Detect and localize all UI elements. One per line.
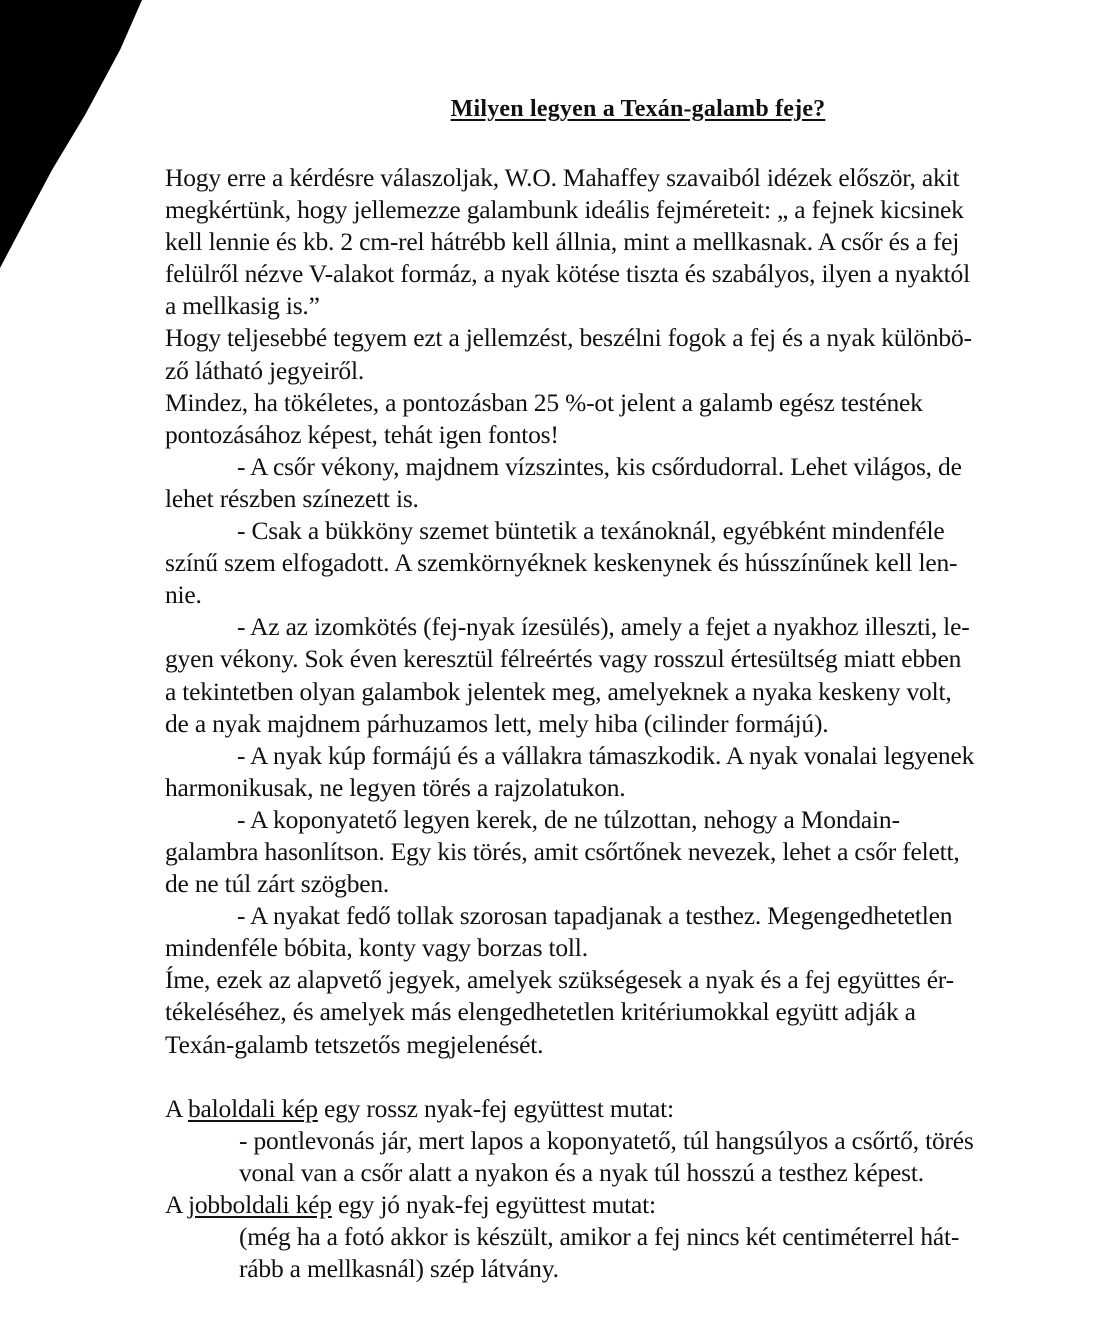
text-line: felülről nézve V-alakot formáz, a nyak kötése tiszta és szabályos, ilyen a nyaktól [165,259,970,289]
text-line: Mindez, ha tökéletes, a pontozásban 25 %-ot jelent a galamb egész testének [165,387,923,417]
text-line: vonal van a csőr alatt a nyakon és a nyak túl hosszú a testhez képest. [239,1157,924,1187]
bullet-paragraph-skull [165,804,1105,900]
text-line: kell lennie és kb. 2 cm-rel hátrébb kell állnia, mint a mellkasnak. A csőr és a fej [165,227,960,257]
text-line: - A csőr vékony, majdnem vízszintes, kis csőrdudorral. Lehet világos, de [237,451,962,481]
caption-heading [165,1189,1105,1221]
summary-paragraph [165,964,1105,1060]
text-line: galambra hasonlítson. Egy kis törés, amit csőrtőnek nevezek, lehet a csőr felett, [165,836,960,866]
text-line: Íme, ezek az alapvető jegyek, amelyek szükségesek a nyak és a fej együttes ér- [165,965,954,995]
bullet-paragraph-neck [165,740,1105,804]
caption-suffix: egy rossz nyak-fej együttest mutat: [317,1093,674,1123]
text-line: (még ha a fotó akkor is készült, amikor a fej nincs két centiméterrel hát- [239,1222,960,1251]
caption-heading [165,1093,1105,1125]
text-line: - A koponyatető legyen kerek, de ne túlzottan, nehogy a Mondain- [237,804,900,834]
text-line: a mellkasig is.” [165,291,320,321]
text-line: lehet részben színezett is. [165,483,419,513]
caption-prefix: A [165,1093,188,1123]
text-line: színű szem elfogadott. A szemkörnyéknek keskenynek és hússzínűnek kell len- [165,548,958,578]
text-line: de a nyak majdnem párhuzamos lett, mely hiba (cilinder formájú). [165,708,829,738]
text-line: pontozásához képest, tehát igen fontos! [165,419,559,449]
text-line: de ne túl zárt szögben. [165,869,390,899]
paragraph [165,387,1105,451]
bullet-paragraph-beak [165,451,1105,515]
scan-shadow-corner [0,0,160,1344]
bullet-paragraph-eye [165,515,1105,611]
bullet-paragraph-feathers [165,900,1105,964]
page-title: Milyen legyen a Texán-galamb feje? [450,96,826,122]
text-line: - pontlevonás jár, mert lapos a koponyatető, túl hangsúlyos a csőrtő, törés [239,1125,974,1155]
text-line: megkértünk, hogy jellemezze galambunk ideális fejméreteit: „ a fejnek kicsinek [165,195,964,225]
text-line: Texán-galamb tetszetős megjelenését. [165,1029,544,1059]
left-image-caption [165,1093,1105,1189]
text-line: ző látható jegyeiről. [165,355,365,385]
text-line: harmonikusak, ne legyen törés a rajzolatukon. [165,772,626,802]
spacer [165,1061,1105,1093]
text-line: - Csak a bükköny szemet büntetik a texánoknál, egyébként mindenféle [237,516,945,546]
intro-paragraph [165,162,1105,322]
text-line: - Az az izomkötés (fej-nyak ízesülés), amely a fejet a nyakhoz illeszti, le- [237,612,970,642]
text-line: mindenféle bóbita, konty vagy borzas toll. [165,933,588,963]
right-image-caption [165,1189,1105,1285]
bullet-paragraph-joint [165,611,1105,739]
paragraph [165,322,1105,386]
document-body [165,162,1105,1285]
caption-suffix: egy jó nyak-fej együttest mutat: [331,1189,656,1219]
caption-prefix: A [165,1189,188,1219]
text-line: - A nyak kúp formájú és a vállakra támaszkodik. A nyak vonalai legyenek [237,740,975,770]
text-line: tékeléséhez, és amelyek más elengedhetetlen kritériumokkal együtt adják a [165,997,916,1027]
text-line: a tekintetben olyan galambok jelentek meg, amelyeknek a nyaka keskeny volt, [165,676,952,706]
text-line: rább a mellkasnál) szép látvány. [239,1254,559,1284]
text-line: - A nyakat fedő tollak szorosan tapadjanak a testhez. Megengedhetetlen [237,901,953,931]
text-line: nie. [165,580,202,610]
left-image-label: baloldali kép [187,1093,318,1123]
text-line: Hogy erre a kérdésre válaszoljak, W.O. Mahaffey szavaiból idézek először, akit [165,163,960,192]
right-image-label: jobboldali kép [187,1189,332,1219]
text-line: Hogy teljesebbé tegyem ezt a jellemzést, beszélni fogok a fej és a nyak különbö- [165,323,972,353]
text-line: gyen vékony. Sok éven keresztül félreértés vagy rosszul értesültség miatt ebben [165,644,962,674]
